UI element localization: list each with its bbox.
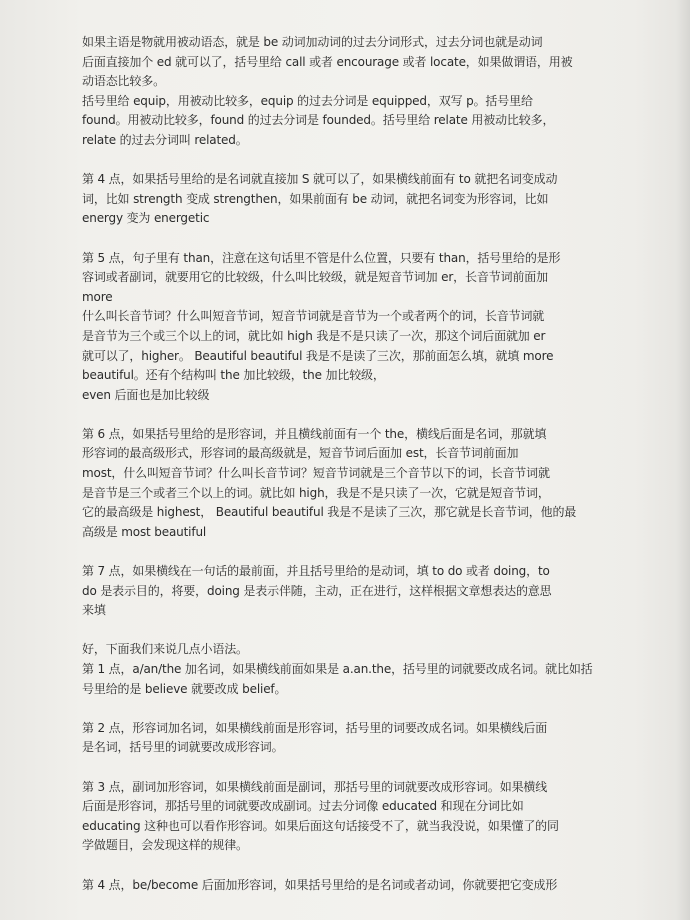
text-line: 好，下面我们来说几点小语法。 bbox=[82, 642, 248, 657]
paragraph-gap bbox=[82, 229, 632, 249]
paragraph-gap bbox=[82, 405, 632, 425]
paragraph-point-7-verb bbox=[82, 562, 632, 621]
text-line: 第 1 点，a/an/the 加名词，如果横线前面如果是 a.an.the，括号里的词就要改成名词。就比如括 bbox=[82, 662, 593, 676]
text-line: 如果主语是物就用被动语态，就是 be 动词加动词的过去分词形式，过去分词也就是动词 bbox=[82, 35, 543, 49]
text-line: 什么叫长音节词？什么叫短音节词，短音节词就是音节为一个或者两个的词，长音节词就 bbox=[82, 309, 545, 324]
text-line: 第 6 点，如果括号里给的是形容词，并且横线前面有一个 the，横线后面是名词，那就填 bbox=[82, 426, 547, 441]
paragraph-point-6-superlative bbox=[82, 425, 632, 543]
text-line: even 后面也是加比较级 bbox=[82, 387, 210, 402]
paragraph-grammar-point-3 bbox=[82, 778, 632, 856]
text-line: 是音节为三个或三个以上的词，就比如 high 我是不是只读了一次，那这个词后面就加 er bbox=[82, 328, 546, 343]
paragraph-gap bbox=[82, 699, 632, 719]
text-line: most，什么叫短音节词？什么叫长音节词？短音节词就是三个音节以下的词，长音节词就 bbox=[82, 466, 550, 481]
text-line: relate 的过去分词叫 related。 bbox=[82, 132, 248, 147]
text-line: 它的最高级是 highest， Beautiful beautiful 我是不是读了三次，那它就是长音节词，他的最 bbox=[82, 505, 577, 520]
text-line: 括号里给 equip，用被动比较多，equip 的过去分词是 equipped，双写 p。括号里给 bbox=[82, 93, 533, 108]
text-line: 是名词，括号里的词就要改成形容词。 bbox=[82, 740, 284, 755]
page-edge-shadow bbox=[676, 0, 690, 920]
paragraph-gap bbox=[82, 151, 632, 171]
paragraph-point-5-comparative bbox=[82, 249, 632, 406]
text-line: 是音节是三个或者三个以上的词。就比如 high，我是不是只读了一次，它就是短音节词， bbox=[82, 485, 550, 500]
text-line: educating 这种也可以看作形容词。如果后面这句话接受不了，就当我没说，如果懂了的同 bbox=[82, 818, 559, 833]
text-line: energy 变为 energetic bbox=[82, 211, 210, 226]
text-line: 学做题目，会发现这样的规律。 bbox=[82, 838, 248, 853]
text-line: 容词或者副词，就要用它的比较级，什么叫比较级，就是短音节词加 er，长音节词前面加 bbox=[82, 270, 548, 285]
paragraph-gap bbox=[82, 758, 632, 778]
text-line: 后面是形容词，那括号里的词就要改成副词。过去分词像 educated 和现在分词比如 bbox=[82, 799, 524, 814]
text-line: 第 5 点，句子里有 than，注意在这句话里不管是什么位置，只要有 than，括号里给的是形 bbox=[82, 250, 561, 265]
text-line: beautiful。还有个结构叫 the 加比较级，the 加比较级， bbox=[82, 368, 385, 383]
paragraph-passive-voice bbox=[82, 33, 632, 151]
text-line: 来填 bbox=[82, 603, 106, 618]
text-line: 号里给的是 believe 就要改成 belief。 bbox=[82, 681, 287, 696]
text-line: 第 4 点，be/become 后面加形容词，如果括号里给的是名词或者动词，你就要把它变成形 bbox=[82, 877, 558, 892]
paragraph-grammar-point-2 bbox=[82, 719, 632, 758]
text-line: 第 7 点，如果横线在一句话的最前面，并且括号里给的是动词，填 to do 或者 doing，to bbox=[82, 564, 550, 579]
text-line: 就可以了，higher。 Beautiful beautiful 我是不是读了三次，那前面怎么填，就填 more bbox=[82, 348, 554, 363]
text-line: more bbox=[82, 289, 113, 304]
text-line: do 是表示目的，将要，doing 是表示伴随，主动，正在进行，这样根据文章想表达的意思 bbox=[82, 583, 552, 598]
text-line: 后面直接加个 ed 就可以了，括号里给 call 或者 encourage 或者 locate，如果做谓语，用被 bbox=[82, 54, 573, 69]
text-line: 第 2 点，形容词加名词，如果横线前面是形容词，括号里的词要改成名词。如果横线后面 bbox=[82, 720, 548, 735]
text-line: 第 3 点，副词加形容词，如果横线前面是副词，那括号里的词就要改成形容词。如果横线 bbox=[82, 779, 548, 794]
paragraph-grammar-point-1 bbox=[82, 640, 632, 699]
document-page bbox=[82, 33, 632, 895]
text-line: found。用被动比较多，found 的过去分词是 founded。括号里给 relate 用被动比较多， bbox=[82, 113, 555, 128]
paragraph-gap bbox=[82, 621, 632, 641]
text-line: 动语态比较多。 bbox=[82, 74, 165, 89]
text-line: 第 4 点，如果括号里给的是名词就直接加 S 就可以了，如果横线前面有 to 就把名词变成动 bbox=[82, 172, 558, 187]
paragraph-gap bbox=[82, 856, 632, 876]
text-line: 形容词的最高级形式，形容词的最高级就是，短音节词后面加 est，长音节词前面加 bbox=[82, 446, 519, 461]
paragraph-gap bbox=[82, 542, 632, 562]
paragraph-point-4-noun bbox=[82, 170, 632, 229]
text-line: 词，比如 strength 变成 strengthen，如果前面有 be 动词，就把名词变为形容词，比如 bbox=[82, 191, 549, 206]
paragraph-grammar-point-4 bbox=[82, 876, 632, 896]
text-line: 高级是 most beautiful bbox=[82, 524, 207, 539]
